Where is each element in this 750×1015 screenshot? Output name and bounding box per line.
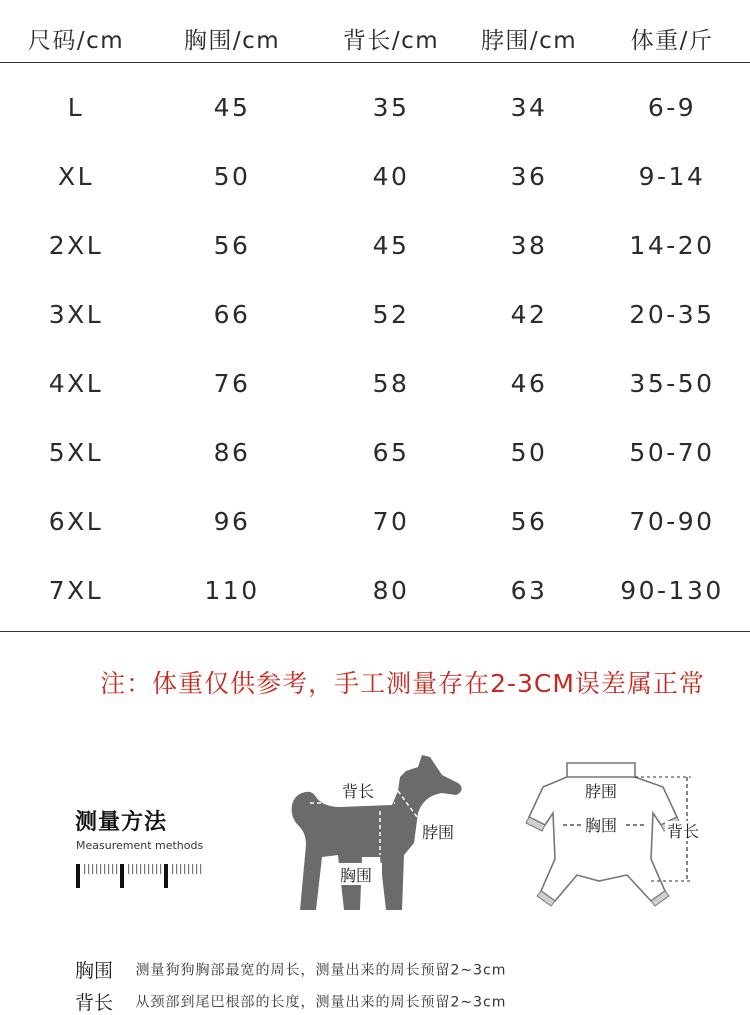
description-back	[75, 988, 506, 1015]
description-text: 测量狗狗胸部最宽的周长，测量出来的周长预留2~3cm	[135, 962, 507, 979]
header-neck: 脖围/cm	[480, 28, 578, 54]
cell-weight: 90-130	[620, 576, 724, 605]
header-weight: 体重/斤	[630, 28, 714, 54]
cell-weight: 35-50	[629, 369, 715, 398]
ruler-icon	[76, 858, 206, 888]
cell-size: 5XL	[48, 438, 104, 467]
cell-size: 2XL	[48, 231, 104, 260]
cell-neck: 42	[510, 300, 548, 329]
dog-label-chest: 胸围	[340, 866, 373, 885]
table-row	[0, 571, 750, 611]
cell-neck: 46	[510, 369, 548, 398]
cell-back: 70	[372, 507, 410, 536]
cell-neck: 50	[510, 438, 548, 467]
method-subtitle: Measurement methods	[76, 839, 204, 852]
table-row	[0, 226, 750, 266]
cell-size: 4XL	[48, 369, 104, 398]
table-row	[0, 502, 750, 542]
cell-back: 52	[372, 300, 410, 329]
dog-label-back: 背长	[342, 782, 375, 801]
cell-neck: 63	[510, 576, 548, 605]
dog-measurement-diagram	[280, 745, 480, 920]
header-back-length: 背长/cm	[342, 28, 440, 54]
description-key: 胸围	[75, 960, 114, 982]
description-chest	[75, 956, 506, 983]
dog-label-neck: 脖围	[422, 823, 455, 842]
garment-label-chest: 胸围	[585, 816, 618, 835]
cell-back: 58	[372, 369, 410, 398]
cell-neck: 34	[510, 93, 548, 122]
table-row	[0, 88, 750, 128]
cell-weight: 50-70	[629, 438, 715, 467]
cell-weight: 14-20	[629, 231, 715, 260]
table-row	[0, 433, 750, 473]
cell-neck: 56	[510, 507, 548, 536]
cell-weight: 6-9	[647, 93, 697, 122]
cell-neck: 36	[510, 162, 548, 191]
method-title: 测量方法	[75, 810, 168, 835]
cell-chest: 56	[213, 231, 251, 260]
size-table-frame	[0, 62, 750, 632]
table-row	[0, 295, 750, 335]
cell-back: 40	[372, 162, 410, 191]
cell-chest: 86	[213, 438, 251, 467]
cell-size: 7XL	[48, 576, 104, 605]
header-size: 尺码/cm	[27, 28, 125, 54]
cell-chest: 66	[213, 300, 251, 329]
cell-chest: 45	[213, 93, 251, 122]
cell-chest: 96	[213, 507, 251, 536]
cell-back: 35	[372, 93, 410, 122]
table-row	[0, 364, 750, 404]
garment-measurement-diagram	[515, 755, 730, 920]
cell-size: 3XL	[48, 300, 104, 329]
cell-neck: 38	[510, 231, 548, 260]
cell-chest: 110	[204, 576, 260, 605]
cell-weight: 70-90	[629, 507, 715, 536]
cell-size: L	[67, 93, 85, 122]
description-text: 从颈部到尾巴根部的长度，测量出来的周长预留2~3cm	[135, 994, 507, 1011]
cell-back: 80	[372, 576, 410, 605]
disclaimer-note: 注：体重仅供参考，手工测量存在2-3CM误差属正常	[100, 669, 705, 698]
cell-back: 65	[372, 438, 410, 467]
cell-weight: 20-35	[629, 300, 715, 329]
table-header	[0, 0, 750, 62]
cell-chest: 76	[213, 369, 251, 398]
table-row	[0, 157, 750, 197]
description-key: 背长	[75, 992, 114, 1014]
cell-size: 6XL	[48, 507, 104, 536]
cell-chest: 50	[213, 162, 251, 191]
garment-label-back: 背长	[667, 822, 700, 841]
header-chest: 胸围/cm	[183, 28, 281, 54]
garment-label-neck: 脖围	[585, 782, 618, 801]
cell-weight: 9-14	[638, 162, 706, 191]
cell-back: 45	[372, 231, 410, 260]
cell-size: XL	[57, 162, 95, 191]
